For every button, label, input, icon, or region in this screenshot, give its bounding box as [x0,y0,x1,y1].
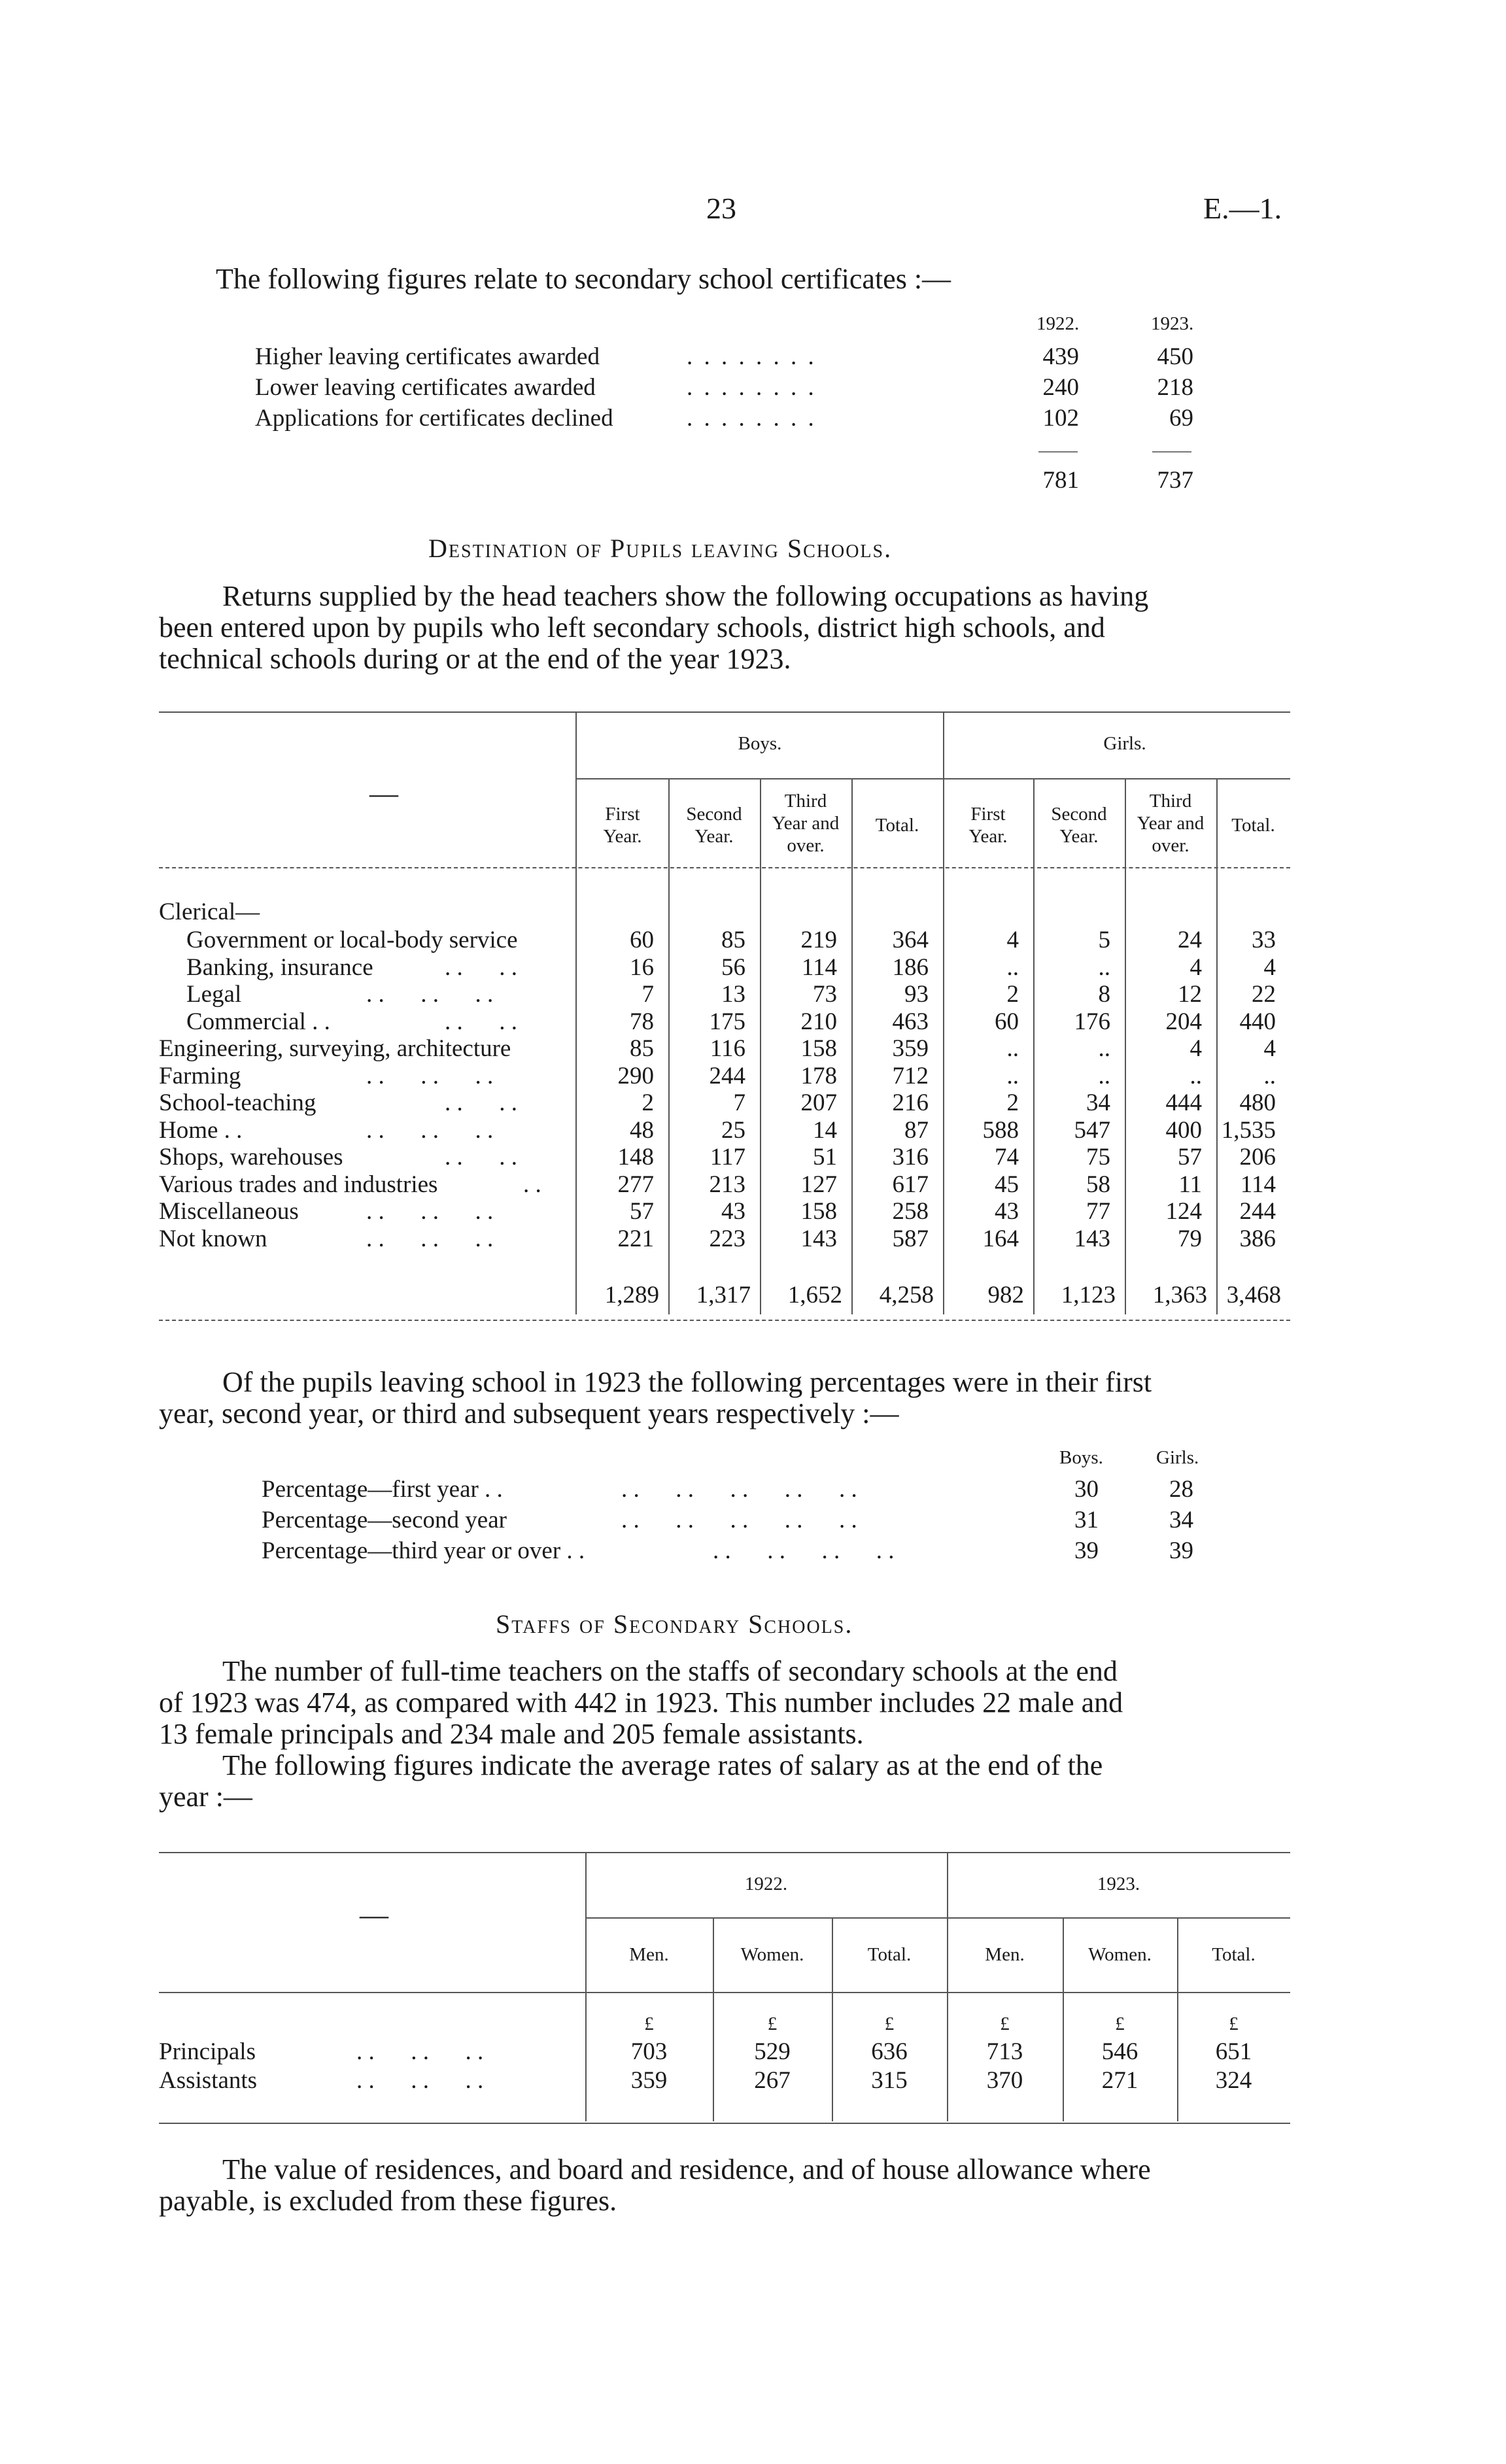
cert-value-1922: 102 [1042,405,1079,432]
staffs-paragraph-line: The following figures indicate the average rates of salary as at the end of the [222,1749,1103,1781]
year-header-1923: 1923. [1097,1874,1140,1894]
destination-cell: 219 [800,927,837,953]
pound-sign-icon: £ [1000,2013,1010,2034]
destination-cell: 87 [904,1116,929,1144]
destination-cell: 56 [721,953,745,981]
destination-row-label: Not known [159,1225,267,1252]
destination-cell: .. [1006,1062,1019,1089]
group-label-clerical: Clerical— [159,898,260,925]
destination-cell: 587 [892,1225,929,1252]
destination-cell: 204 [1165,1008,1202,1035]
col-header-first-year: First Year. [603,804,642,847]
destination-total-cell: 1,123 [1061,1282,1116,1309]
cert-row-dots: . . . . . . . . [687,343,817,370]
destination-cell: 114 [1240,1171,1276,1198]
destination-cell: 186 [892,953,929,981]
destination-row-label: Commercial . . [186,1008,330,1035]
percentage-boys-value: 31 [1074,1507,1099,1533]
table-top-rule [159,711,1290,713]
destination-cell: 178 [800,1062,837,1089]
col-header-third-year: Third Year and over. [1137,791,1205,856]
percentage-row-label: Percentage—third year or over . . [262,1537,585,1564]
destination-cell: 480 [1239,1089,1276,1116]
destination-row-dots: . . . . . . [366,1116,494,1144]
destination-cell: 13 [721,981,745,1008]
footnote-line: The value of residences, and board and residence, and of house allowance where [222,2153,1151,2185]
cert-row-dots: . . . . . . . . [687,405,817,432]
destination-row-label: Government or local-body service [186,927,518,953]
salary-row-dots: . . . . . . [356,2067,484,2094]
year-header-1922: 1922. [744,1874,788,1894]
destination-cell: 258 [892,1198,929,1225]
percentages-paragraph-line: Of the pupils leaving school in 1923 the following percentages were in their first [222,1366,1152,1398]
destination-cell: 34 [1086,1089,1110,1116]
page-reference: E.—1. [1203,192,1282,225]
destination-row-dots: . . . . [445,1089,517,1116]
destination-cell: 244 [1239,1198,1276,1225]
destination-cell: 24 [1178,927,1202,953]
destination-row-label: School-teaching [159,1089,317,1116]
destination-row-label: Legal [186,981,242,1008]
salary-col-header: Total. [1212,1944,1256,1965]
destination-row-label: Banking, insurance [186,953,373,981]
pound-sign-icon: £ [644,2013,654,2034]
table-header-rule [159,867,1290,868]
percentage-boys-value: 39 [1074,1537,1099,1564]
destination-cell: 43 [721,1198,745,1225]
certificates-intro: The following figures relate to secondary school certificates :— [216,263,951,295]
destination-row-dots: . . . . . . [366,1062,494,1089]
percentage-row-dots: . . . . . . . . [713,1537,895,1564]
destination-row-dots: . . . . . . [366,981,494,1008]
destination-cell: 444 [1165,1089,1202,1116]
cert-row-label: Higher leaving certificates awarded [255,343,600,370]
col-header-second-year: Second Year. [1051,804,1107,847]
destination-cell: 85 [721,927,745,953]
destination-row-dots: . . [523,1171,541,1198]
destination-cell: 57 [1178,1144,1202,1171]
pound-sign-icon: £ [884,2013,895,2034]
pound-sign-icon: £ [767,2013,778,2034]
destination-cell: 117 [710,1144,745,1171]
destination-total-cell: 1,652 [787,1282,842,1309]
destination-cell: 85 [630,1035,654,1062]
salary-col-header: Women. [1088,1944,1152,1965]
destination-cell: 244 [709,1062,745,1089]
destination-cell: 143 [1074,1225,1110,1252]
destination-cell: 25 [721,1116,745,1144]
destination-cell: 290 [617,1062,654,1089]
percentage-row-dots: . . . . . . . . . . [621,1507,857,1533]
destination-paragraph-line: Returns supplied by the head teachers show the following occupations as having [222,580,1149,612]
staffs-paragraph-line: 13 female principals and 234 male and 205 female assistants. [159,1718,864,1750]
staffs-paragraph-line: year :— [159,1781,252,1813]
staffs-title: Staffs of Secondary Schools. [496,1609,853,1639]
percentage-row-dots: . . . . . . . . . . [621,1476,857,1503]
destination-cell: 7 [642,981,654,1008]
destination-cell: 4 [1189,953,1202,981]
destination-cell: 4 [1189,1035,1202,1062]
destination-cell: 75 [1086,1144,1110,1171]
group-header-boys: Boys. [738,733,782,754]
cert-value-1923: 69 [1169,405,1193,432]
page-number: 23 [706,192,736,225]
table-header-rule [159,1992,1290,1993]
destination-cell: 364 [892,927,929,953]
percentages-paragraph-line: year, second year, or third and subsequent years respectively :— [159,1397,899,1429]
destination-cell: 1,535 [1221,1116,1276,1144]
salary-col-header: Women. [740,1944,804,1965]
destination-cell: 22 [1252,981,1276,1008]
destination-cell: 143 [800,1225,837,1252]
destination-total-cell: 1,363 [1152,1282,1207,1309]
cert-total-1922: 781 [1042,467,1079,494]
destination-cell: 116 [710,1035,745,1062]
table-bottom-rule [159,2123,1290,2124]
cert-total-1923: 737 [1157,467,1193,494]
destination-cell: 213 [709,1171,745,1198]
destination-cell: 158 [800,1198,837,1225]
destination-cell: 51 [813,1144,837,1171]
destination-cell: 48 [630,1116,654,1144]
destination-row-dots: . . . . . . [366,1198,494,1225]
percentage-row-label: Percentage—second year [262,1507,507,1533]
cert-value-1923: 218 [1157,374,1193,401]
destination-cell: 73 [813,981,837,1008]
table-bottom-rule [159,1320,1290,1321]
destination-cell: 14 [813,1116,837,1144]
destination-row-dots: . . . . . . [366,1225,494,1252]
cert-value-1922: 439 [1042,343,1079,370]
destination-cell: 2 [1006,1089,1019,1116]
table-group-rule [585,1917,1290,1919]
destination-cell: 207 [800,1089,837,1116]
destination-cell: 206 [1239,1144,1276,1171]
salary-cell: 267 [754,2067,791,2094]
destination-total-cell: 3,468 [1226,1282,1281,1309]
destination-cell: 4 [1263,953,1276,981]
salary-cell: 636 [871,2038,908,2065]
cert-value-1922: 240 [1042,374,1079,401]
pound-sign-icon: £ [1229,2013,1239,2034]
destination-cell: 316 [892,1144,929,1171]
table-group-rule [575,778,1290,779]
destination-cell: 58 [1086,1171,1110,1198]
salary-cell: 529 [754,2038,791,2065]
destination-row-dots: . . . . [445,953,517,981]
salary-cell: 651 [1215,2038,1252,2065]
destination-cell: 176 [1074,1008,1110,1035]
cert-row-label: Lower leaving certificates awarded [255,374,596,401]
table-stub-header: — [369,778,398,810]
staffs-paragraph-line: The number of full-time teachers on the staffs of secondary schools at the end [222,1655,1118,1687]
cert-value-1923: 450 [1157,343,1193,370]
table-top-rule [159,1852,1290,1853]
destination-cell: .. [1006,1035,1019,1062]
percentage-girls-value: 34 [1169,1507,1193,1533]
destination-cell: 7 [733,1089,745,1116]
destination-cell: 463 [892,1008,929,1035]
salary-cell: 370 [986,2067,1023,2094]
destination-cell: 93 [904,981,929,1008]
salary-cell: 546 [1101,2038,1138,2065]
destination-paragraph-line: technical schools during or at the end of the year 1923. [159,643,791,675]
destination-cell: 5 [1098,927,1110,953]
destination-cell: 16 [630,953,654,981]
destination-cell: 386 [1239,1225,1276,1252]
salary-cell: 324 [1215,2067,1252,2094]
destination-cell: 223 [709,1225,745,1252]
destination-row-label: Various trades and industries [159,1171,438,1198]
destination-total-cell: 4,258 [879,1282,934,1309]
cert-year-1923: 1923. [1151,313,1194,334]
percentage-row-label: Percentage—first year . . [262,1476,503,1503]
destination-cell: 440 [1239,1008,1276,1035]
destination-row-label: Home . . [159,1116,243,1144]
salary-cell: 359 [630,2067,668,2094]
destination-row-dots: . . . . [445,1008,517,1035]
percentage-girls-value: 28 [1169,1476,1193,1503]
salary-cell: 703 [630,2038,668,2065]
destination-cell: .. [1098,953,1110,981]
destination-cell: 277 [617,1171,654,1198]
destination-paragraph-line: been entered upon by pupils who left secondary schools, district high schools, and [159,611,1105,643]
destination-cell: 57 [630,1198,654,1225]
destination-cell: .. [1098,1035,1110,1062]
destination-total-cell: 1,289 [604,1282,659,1309]
destination-cell: 43 [995,1198,1019,1225]
table-stub-header: — [360,1899,388,1931]
destination-cell: 77 [1086,1198,1110,1225]
destination-cell: 33 [1252,927,1276,953]
destination-row-label: Shops, warehouses [159,1144,343,1171]
salary-row-label: Principals [159,2038,256,2065]
destination-cell: .. [1098,1062,1110,1089]
destination-cell: 127 [800,1171,837,1198]
destination-cell: 588 [982,1116,1019,1144]
destination-cell: 547 [1074,1116,1110,1144]
destination-cell: 2 [642,1089,654,1116]
destination-row-label: Farming [159,1062,241,1089]
staffs-paragraph-line: of 1923 was 474, as compared with 442 in 1923. This number includes 22 male and [159,1686,1123,1719]
destination-cell: 124 [1165,1198,1202,1225]
salary-row-dots: . . . . . . [356,2038,484,2065]
cert-total-rule [1038,451,1078,453]
group-header-girls: Girls. [1103,733,1146,754]
col-header-third-year: Third Year and over. [772,791,840,856]
salary-cell: 315 [871,2067,908,2094]
destination-cell: 2 [1006,981,1019,1008]
destination-cell: 400 [1165,1116,1202,1144]
destination-cell: 45 [995,1171,1019,1198]
col-header-total: Total. [1231,815,1275,836]
percentages-header-girls: Girls. [1156,1447,1199,1468]
destination-cell: 79 [1178,1225,1202,1252]
col-header-second-year: Second Year. [686,804,742,847]
salary-row-label: Assistants [159,2067,258,2094]
destination-cell: 8 [1098,981,1110,1008]
destination-cell: 216 [892,1089,929,1116]
destination-cell: 359 [892,1035,929,1062]
destination-cell: 114 [801,953,837,981]
destination-cell: 60 [630,927,654,953]
destination-cell: 617 [892,1171,929,1198]
col-header-first-year: First Year. [968,804,1008,847]
destination-cell: 175 [709,1008,745,1035]
destination-total-cell: 982 [987,1282,1024,1309]
salary-cell: 271 [1101,2067,1138,2094]
destination-cell: 210 [800,1008,837,1035]
col-header-total: Total. [875,815,919,836]
destination-cell: 221 [617,1225,654,1252]
destination-cell: .. [1006,953,1019,981]
cert-total-rule [1152,451,1191,453]
salary-col-header: Men. [985,1944,1025,1965]
destination-row-label: Miscellaneous [159,1198,299,1225]
destination-cell: 148 [617,1144,654,1171]
destination-cell: 78 [630,1008,654,1035]
destination-cell: .. [1189,1062,1202,1089]
destination-title: Destination of Pupils leaving Schools. [428,534,893,563]
destination-cell: 11 [1178,1171,1202,1198]
destination-cell: 164 [982,1225,1019,1252]
destination-cell: 4 [1263,1035,1276,1062]
footnote-line: payable, is excluded from these figures. [159,2185,617,2217]
destination-cell: .. [1263,1062,1276,1089]
destination-cell: 158 [800,1035,837,1062]
destination-cell: 12 [1178,981,1202,1008]
salary-col-header: Total. [867,1944,912,1965]
destination-cell: 60 [995,1008,1019,1035]
salary-col-header: Men. [629,1944,669,1965]
cert-row-dots: . . . . . . . . [687,374,817,401]
destination-cell: 712 [892,1062,929,1089]
salary-cell: 713 [986,2038,1023,2065]
destination-cell: 74 [995,1144,1019,1171]
destination-total-cell: 1,317 [696,1282,751,1309]
cert-row-label: Applications for certificates declined [255,405,613,432]
cert-year-1922: 1922. [1036,313,1080,334]
destination-row-label: Engineering, surveying, architecture [159,1035,511,1062]
pound-sign-icon: £ [1115,2013,1125,2034]
destination-row-dots: . . . . [445,1144,517,1171]
percentage-girls-value: 39 [1169,1537,1193,1564]
destination-cell: 4 [1006,927,1019,953]
percentage-boys-value: 30 [1074,1476,1099,1503]
percentages-header-boys: Boys. [1059,1447,1103,1468]
